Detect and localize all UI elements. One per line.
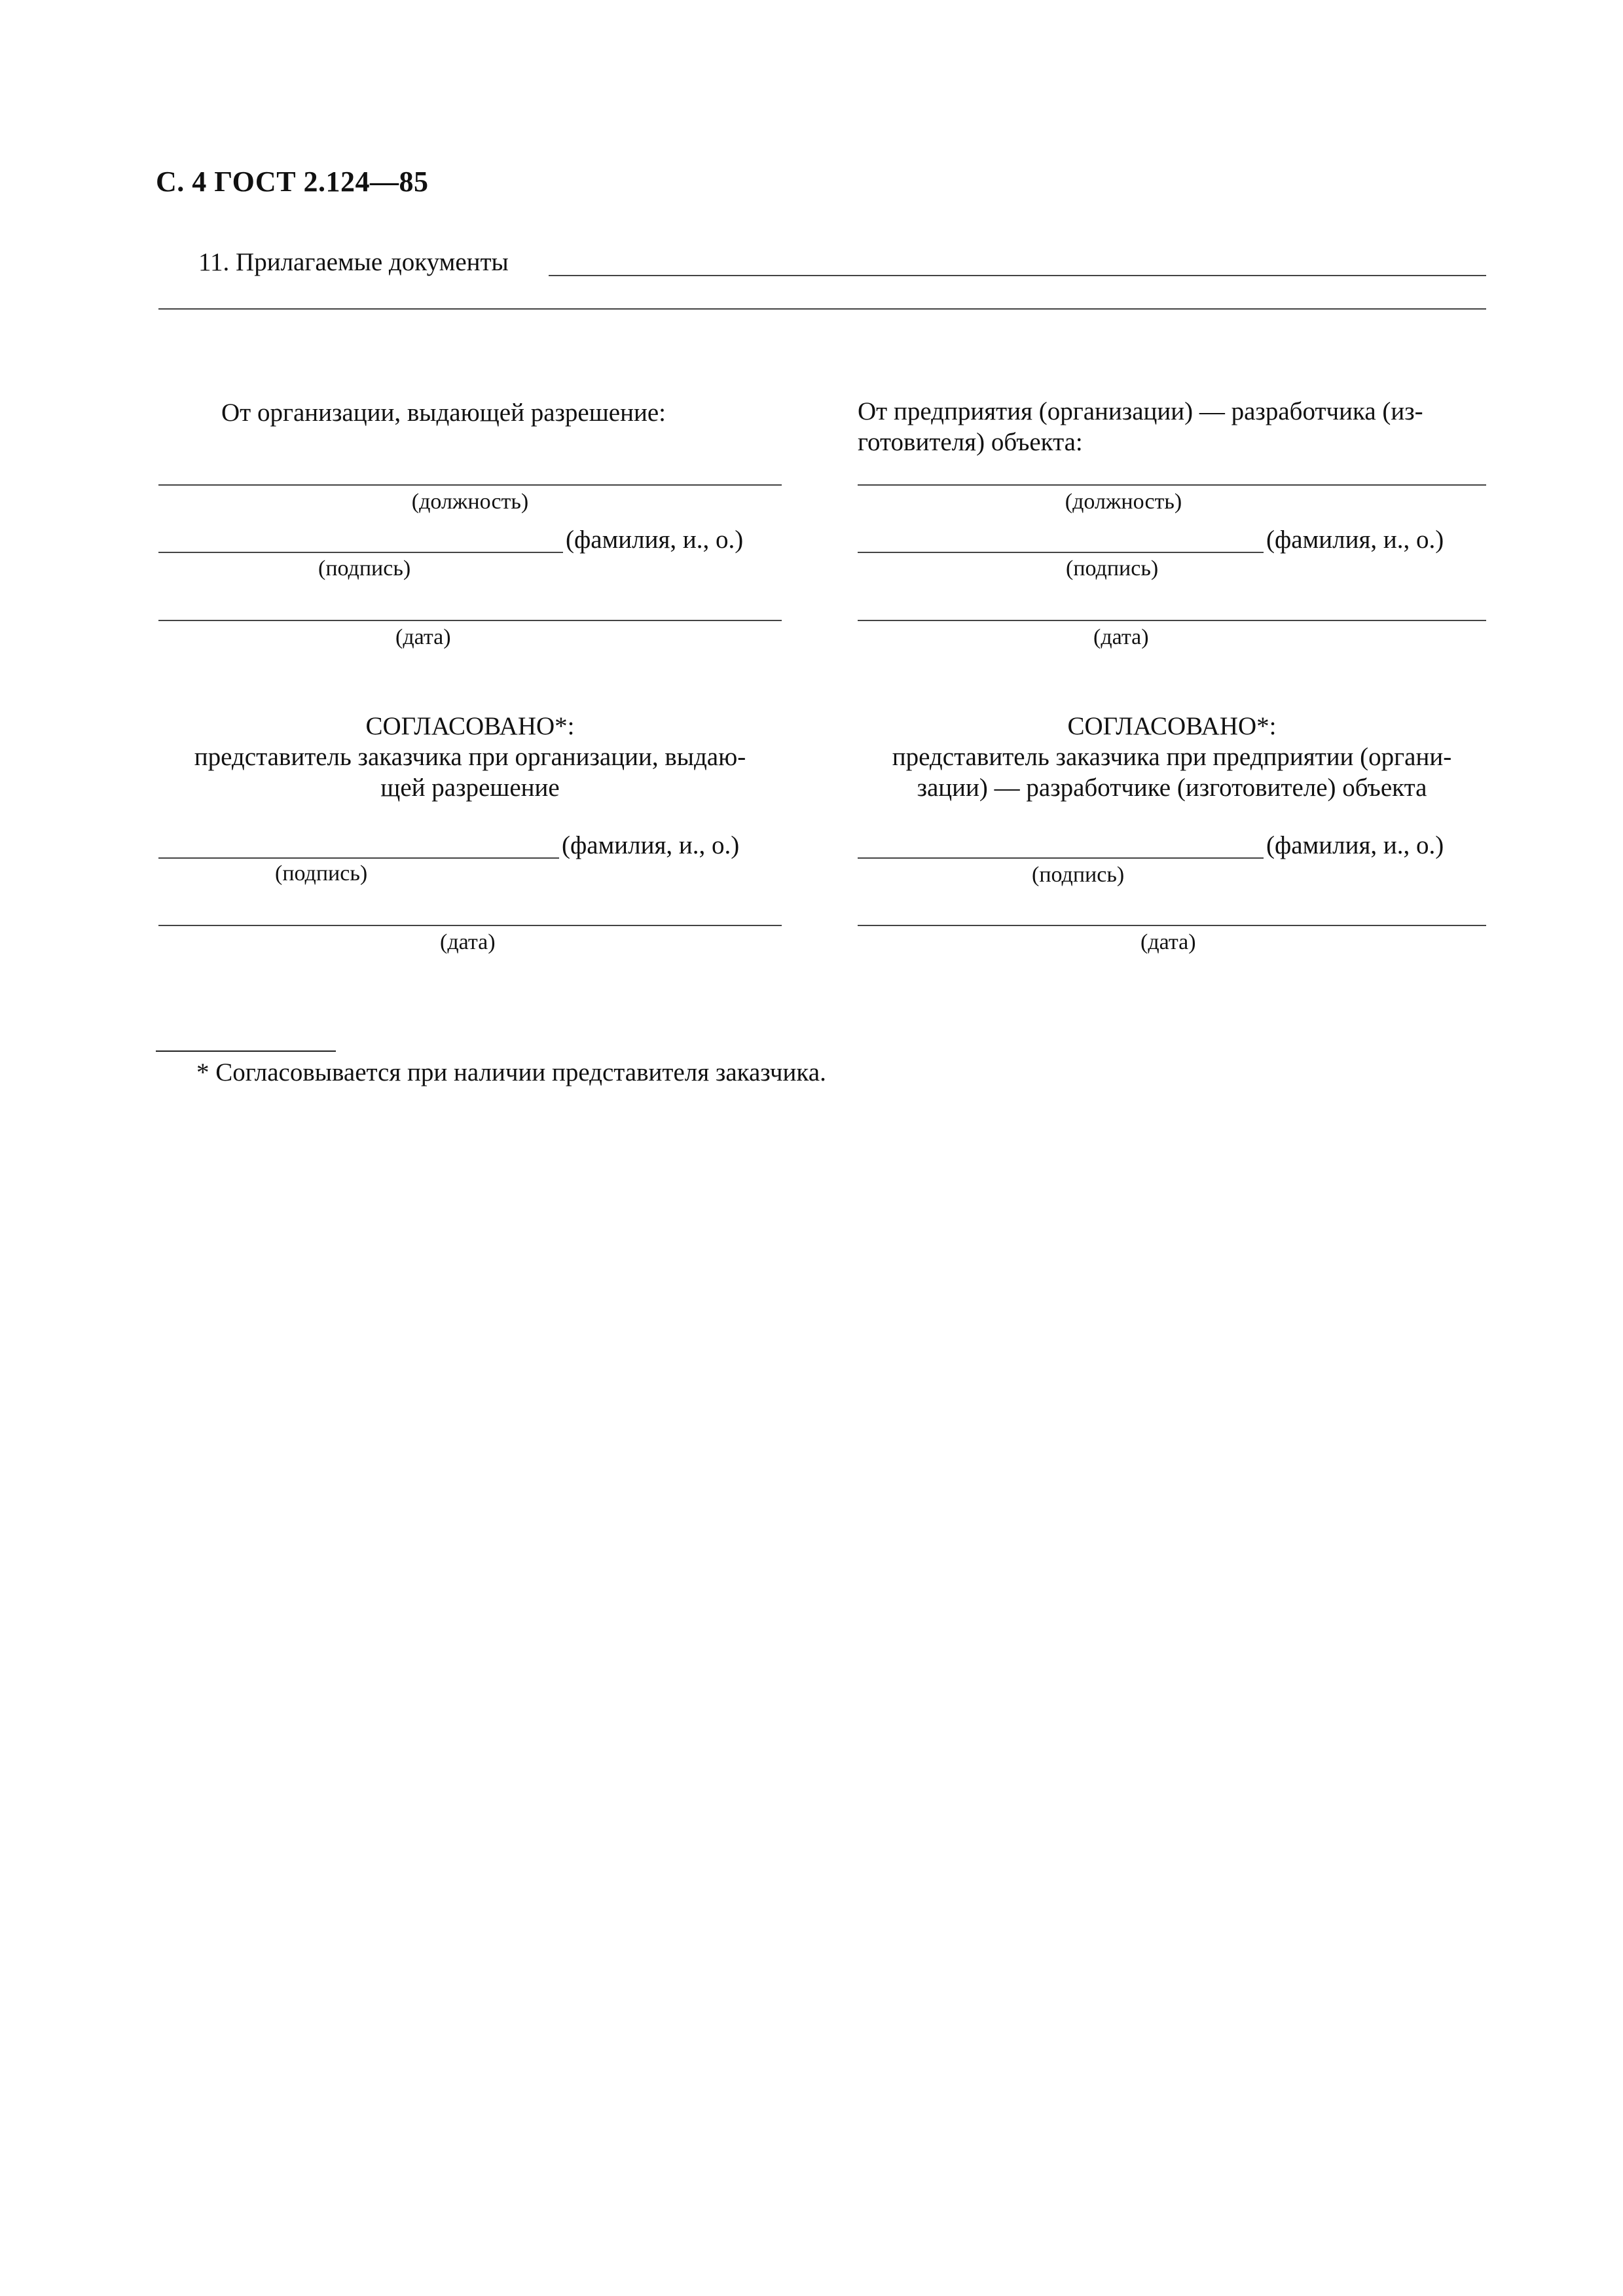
right-date-line[interactable] — [858, 620, 1486, 621]
left-approved-date-caption: (дата) — [440, 930, 496, 954]
right-date-caption: (дата) — [1093, 625, 1149, 649]
right-approved-name-caption: (фамилия, и., о.) — [1266, 831, 1444, 859]
attached-documents-label: 11. Прилагаемые документы — [198, 248, 509, 276]
left-approved-signature-line[interactable] — [158, 857, 559, 859]
left-approved-signature-caption: (подпись) — [275, 861, 368, 886]
right-heading-line1: От предприятия (организации) — разработчика (из- — [858, 397, 1423, 425]
left-heading: От организации, выдающей разрешение: — [221, 399, 666, 427]
left-approved-date-line[interactable] — [158, 925, 782, 926]
right-approved-date-line[interactable] — [858, 925, 1486, 926]
right-approved-block — [858, 711, 1486, 803]
right-name-caption: (фамилия, и., о.) — [1266, 526, 1444, 554]
page-header: С. 4 ГОСТ 2.124—85 — [156, 166, 429, 198]
left-approved-title: СОГЛАСОВАНО*: — [365, 712, 575, 740]
right-approved-line1: представитель заказчика при предприятии (органи- — [892, 743, 1452, 771]
left-approved-name-caption: (фамилия, и., о.) — [562, 831, 740, 859]
attached-documents-line-1[interactable] — [549, 275, 1486, 276]
left-approved-line2: щей разрешение — [380, 774, 560, 802]
right-approved-line2: зации) — разработчике (изготовителе) объекта — [917, 774, 1427, 802]
right-approved-signature-caption: (подпись) — [1032, 863, 1125, 887]
left-approved-line1: представитель заказчика при организации, выдаю- — [194, 743, 746, 771]
right-approved-date-caption: (дата) — [1140, 930, 1196, 954]
right-position-line[interactable] — [858, 484, 1486, 486]
left-date-caption: (дата) — [395, 625, 451, 649]
left-name-caption: (фамилия, и., о.) — [566, 526, 744, 554]
right-heading — [858, 396, 1486, 457]
right-signature-caption: (подпись) — [1066, 556, 1159, 581]
right-position-caption: (должность) — [1065, 490, 1182, 514]
right-approved-title: СОГЛАСОВАНО*: — [1067, 712, 1277, 740]
left-approved-block — [158, 711, 782, 803]
left-position-caption: (должность) — [411, 490, 529, 514]
left-date-line[interactable] — [158, 620, 782, 621]
right-signature-line[interactable] — [858, 552, 1264, 553]
attached-documents-line-2[interactable] — [158, 308, 1486, 310]
footnote-separator — [156, 1050, 336, 1052]
right-approved-signature-line[interactable] — [858, 857, 1264, 859]
right-heading-line2: готовителя) объекта: — [858, 428, 1083, 456]
footnote-text: * Согласовывается при наличии представителя заказчика. — [196, 1058, 826, 1086]
left-position-line[interactable] — [158, 484, 782, 486]
left-signature-line[interactable] — [158, 552, 563, 553]
left-signature-caption: (подпись) — [318, 556, 411, 581]
